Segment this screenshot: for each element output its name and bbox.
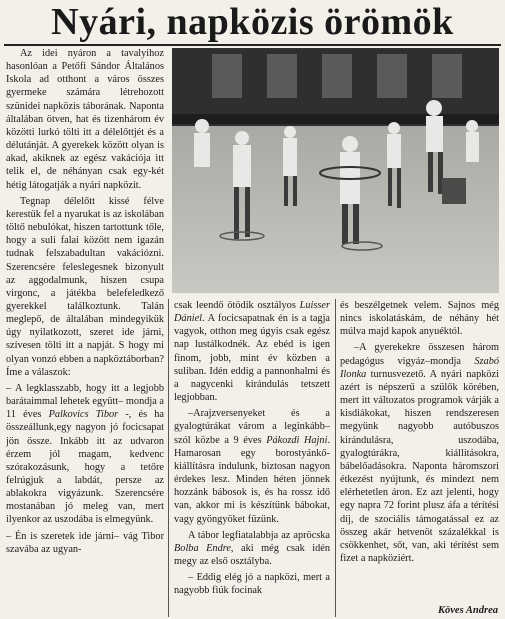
person-name: Szabó Ilonka	[340, 355, 499, 380]
person-name: Bolba Endre	[174, 542, 231, 554]
paragraph: – A legklasszabb, hogy itt a legjobb barátaimmal lehetek együtt– mondja a 11 éves Palkovics Tibor -, és ha összeállunk,egy nagyon jó focicsapat jön össze. Inkább itt az udvaron érzem jól magam, kedvenc szórakozásunk, hogy a tetőre felrúgjuk a labdát, persze az ablakokra vigyázunk. Szerencsére mostanában jó meleg van, mert ilyenkor az uszodába is elmegyünk.	[6, 382, 164, 526]
paragraph: Tegnap délelőtt kissé félve kerestük fel a nyarukat is az iskolában töltő nebulókat, hiszen tartottunk tőle, hogy a suli falai között nem igazán tudnak felszabadultan vakációzni. Szerencsére feleslegesnek bizonyult az aggodalmunk, hiszen csupa virgonc, a játékba belefeledkező gyerekkel találkoztunk. Talán meglepő, de általában mindegyikük úgy nyilatkozott, szeret ide járni, szívesen tölti itt a napját. S hogy mi olyan vonzó ebben a napköztáborban? Íme a válaszok:	[6, 195, 164, 378]
children-playing-photo	[172, 48, 499, 293]
column-1	[6, 47, 164, 619]
column-divider	[335, 299, 336, 617]
article-photo	[172, 48, 499, 293]
title-rule	[4, 44, 501, 46]
article-title: Nyári, napközis örömök	[51, 1, 454, 43]
paragraph: – Eddig elég jó a napközi, mert a nagyobb fiúk focinak	[174, 572, 330, 597]
paragraph: Az idei nyáron a tavalyihoz hasonlóan a Petőfi Sándor Általános Iskola ad otthont a város összes gyermeke számára létrehozott szünidei napközis táborának. Naponta általában ötven, hat és tizenhárom év közötti lurkó tölti itt a délelőttjét és a délutánját. A gyerekek között olyan is akad, akiknek az egész vakációja itt telik el, de néhányan csak egy-két hétig látogatják a nyári napközit.	[6, 48, 164, 191]
paragraph: –A gyerekekre összesen három pedagógus vigyáz–mondja Szabó Ilonka turnusvezető. A nyári napközi azért is népszerű a szülők körében, mert itt változatos programok várják a kisdiákokat, hiszen rendszeresen megyünk nagyobb autóbuszos kirándulásra, uszodába, gyalogtúrákra, kiállításokra, bábelőadásokra. Naponta háromszori étkezést nyújtunk, és mindezt nem elérhetetlen áron. Ez azt jelenti, hogy egy napra 72 forint plusz áfa a térítési díj, de szociális támogatással ez az összeg akár hetvenöt százalékkal is csökkenhet, sőt, van, aki térítést sem fizet a napköziért.	[340, 342, 499, 564]
paragraph: –Arajzversenyeket és a gyalogtúrákat várom a leginkább– szól közbe a 9 éves Pákozdi Hajni. Hamarosan egy borostyánkő-kiállításra indulunk, biztosan nagyon érdekes lesz. Minden héten jönnek hozzánk bábosok is, és ha rossz idő van, akkor mi is készítünk bábokat, vagy gyöngyöket fűzünk.	[174, 408, 330, 525]
person-name: Palkovics Tibor	[48, 409, 119, 421]
column-divider	[168, 299, 169, 617]
paragraph: csak leendő ötödik osztályos Luisser Dániel. A focicsapatnak én is a tagja vagyok, otthon meg úgyis csak egész nap lustálkodnék. Az ebéd is igen finom, jobb, mint év közben a suliban. Idén eddig a pannonhalmi és a nagycenki kirándulás tetszett legjobban.	[174, 300, 330, 404]
author-signature: Köves Andrea	[438, 605, 498, 616]
column-3	[340, 299, 499, 619]
paragraph: – Én is szeretek ide járni– vág Tibor szavába az ugyan-	[6, 530, 164, 555]
paragraph: és beszélgetnek velem. Sajnos még nincs iskolatáskám, de néhány hét múlva majd kapok anyuéktól.	[340, 300, 499, 338]
paragraph: A tábor legfiatalabbja az apröcska Bolba Endre, aki még csak idén megy az első osztályba.	[174, 529, 330, 567]
person-name: Luisser Dániel	[174, 300, 330, 325]
column-2	[174, 299, 330, 619]
person-name: Pákozdi Hajni	[266, 434, 328, 446]
